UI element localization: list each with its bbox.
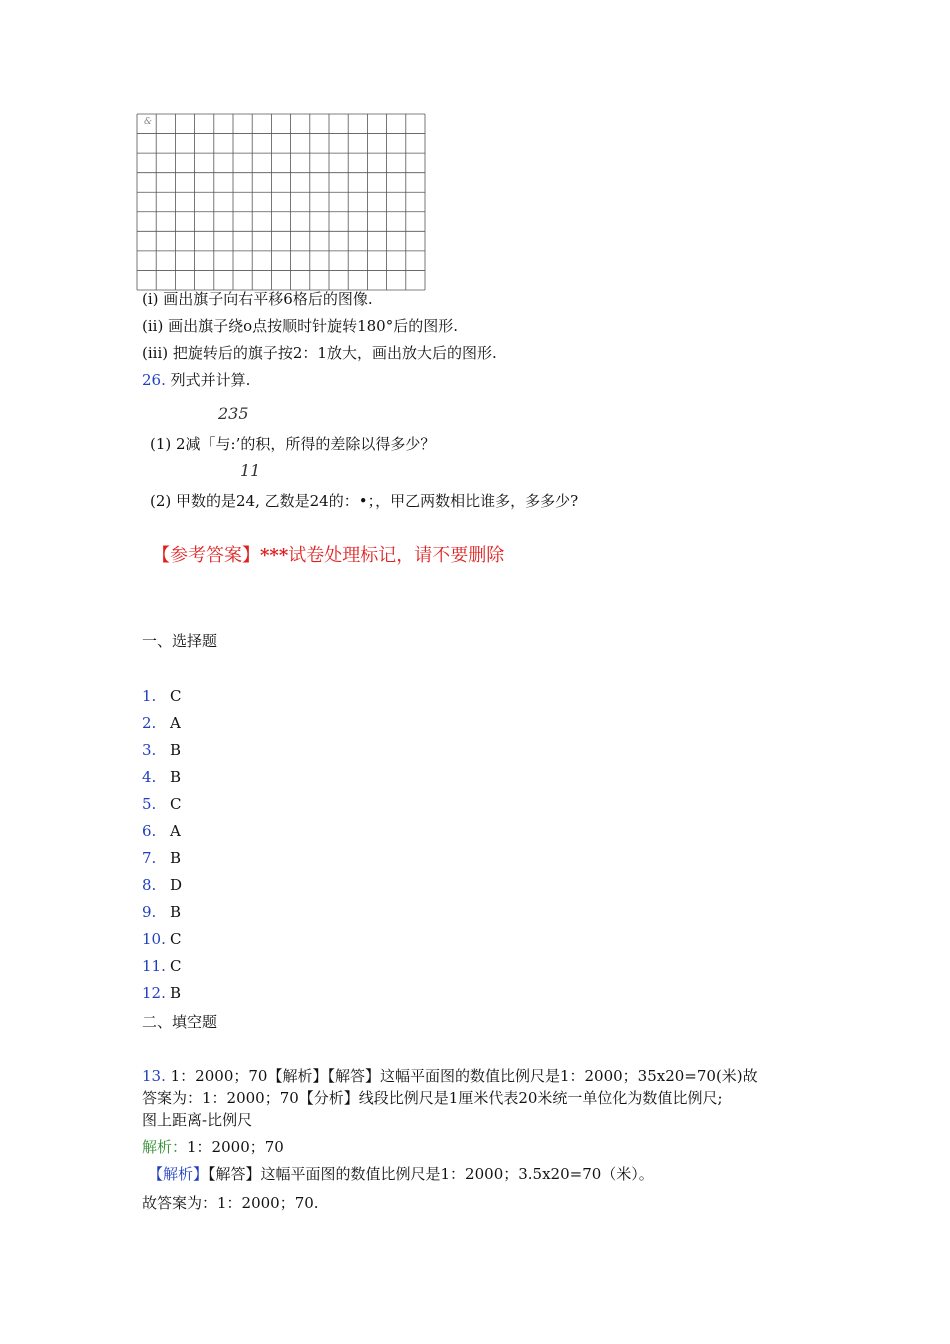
choice-answer-item	[142, 983, 181, 1003]
choice-answer-number: 6.	[142, 822, 157, 840]
choice-answer-item	[142, 713, 181, 733]
choice-answer-value: C	[170, 795, 182, 813]
choice-answer-item	[142, 821, 181, 841]
choice-answer-value: A	[170, 714, 181, 732]
choice-answer-item	[142, 794, 181, 814]
choice-answer-number: 1.	[142, 687, 157, 705]
q13-line-2: 答案为：1：2000；70【分析】线段比例尺是1厘米代表20米统一单位化为数值比例尺;	[142, 1089, 723, 1107]
instruction-2: (ii) 画出旗子绕o点按顺时针旋转180°后的图形.	[142, 317, 458, 335]
choice-answer-number: 2.	[142, 714, 157, 732]
choice-answer-value: A	[170, 822, 181, 840]
choice-answer-number: 5.	[142, 795, 157, 813]
question-26	[142, 370, 250, 390]
choice-answer-value: D	[170, 876, 183, 894]
instruction-1: (i) 画出旗子向右平移6格后的图像.	[142, 290, 373, 308]
choice-answer-number: 4.	[142, 768, 157, 786]
choice-answer-number: 12.	[142, 984, 166, 1002]
square-grid	[136, 113, 426, 291]
answer-heading-stars: ***	[260, 545, 289, 566]
fraction-numerators-1: 235	[218, 404, 249, 423]
detail-tag: 【解析】	[148, 1165, 209, 1183]
q13-text-1: 1：2000；70【解析】【解答】这幅平面图的数值比例尺是1：2000；35x20=70(米)故	[170, 1067, 758, 1085]
detail-text: 【解答】这幅平面图的数值比例尺是1：2000；3.5x20=70（米）。	[208, 1165, 654, 1183]
sub-question-1: (1) 2减「与:’的积，所得的差除以得多少？	[150, 435, 436, 453]
answer-heading-bracket: 【参考答案】	[152, 545, 260, 566]
q13-number: 13.	[142, 1067, 166, 1085]
q13-jiexi	[142, 1137, 284, 1157]
choice-answer-number: 9.	[142, 903, 157, 921]
question-title: 列式并计算.	[170, 371, 251, 389]
q13-detail	[148, 1164, 654, 1184]
choice-answer-value: B	[170, 849, 182, 867]
q13-line-1	[142, 1066, 758, 1086]
choice-answer-number: 11.	[142, 957, 166, 975]
choice-answer-value: C	[170, 930, 182, 948]
choice-answer-number: 7.	[142, 849, 157, 867]
jiexi-label: 解析：	[142, 1138, 188, 1156]
section-choice-title: 一、选择题	[142, 632, 218, 650]
sub-question-2: (2) 甲数的是24, 乙数是24的：•；，甲乙两数相比谁多，多多少?	[150, 492, 579, 510]
question-number: 26.	[142, 371, 166, 389]
choice-answer-item	[142, 875, 182, 895]
choice-answer-value: B	[170, 984, 182, 1002]
grid-figure	[136, 113, 426, 291]
section-fill-title: 二、填空题	[142, 1013, 218, 1031]
choice-answer-item	[142, 848, 181, 868]
choice-answer-number: 8.	[142, 876, 157, 894]
choice-answer-item	[142, 740, 181, 760]
choice-answer-value: C	[170, 687, 182, 705]
choice-answer-number: 10.	[142, 930, 166, 948]
answer-heading-text: 试卷处理标记，请不要删除	[288, 545, 505, 566]
choice-answer-number: 3.	[142, 741, 157, 759]
choice-answer-item	[142, 902, 181, 922]
q13-conclusion: 故答案为：1：2000；70.	[142, 1194, 319, 1212]
grid-corner-mark: &	[144, 117, 153, 127]
answer-heading	[152, 544, 504, 568]
choice-answer-value: B	[170, 768, 182, 786]
choice-answer-item	[142, 767, 181, 787]
jiexi-value: 1：2000；70	[187, 1138, 284, 1156]
choice-answer-item	[142, 929, 181, 949]
fraction-numerators-2: 11	[240, 461, 261, 480]
choice-answer-item	[142, 686, 181, 706]
instruction-3: (iii) 把旋转后的旗子按2：1放大，画出放大后的图形.	[142, 344, 497, 362]
choice-answer-value: B	[170, 903, 182, 921]
choice-answer-value: B	[170, 741, 182, 759]
choice-answer-item	[142, 956, 181, 976]
choice-answer-value: C	[170, 957, 182, 975]
q13-line-3: 图上距离-比例尺	[142, 1111, 253, 1129]
